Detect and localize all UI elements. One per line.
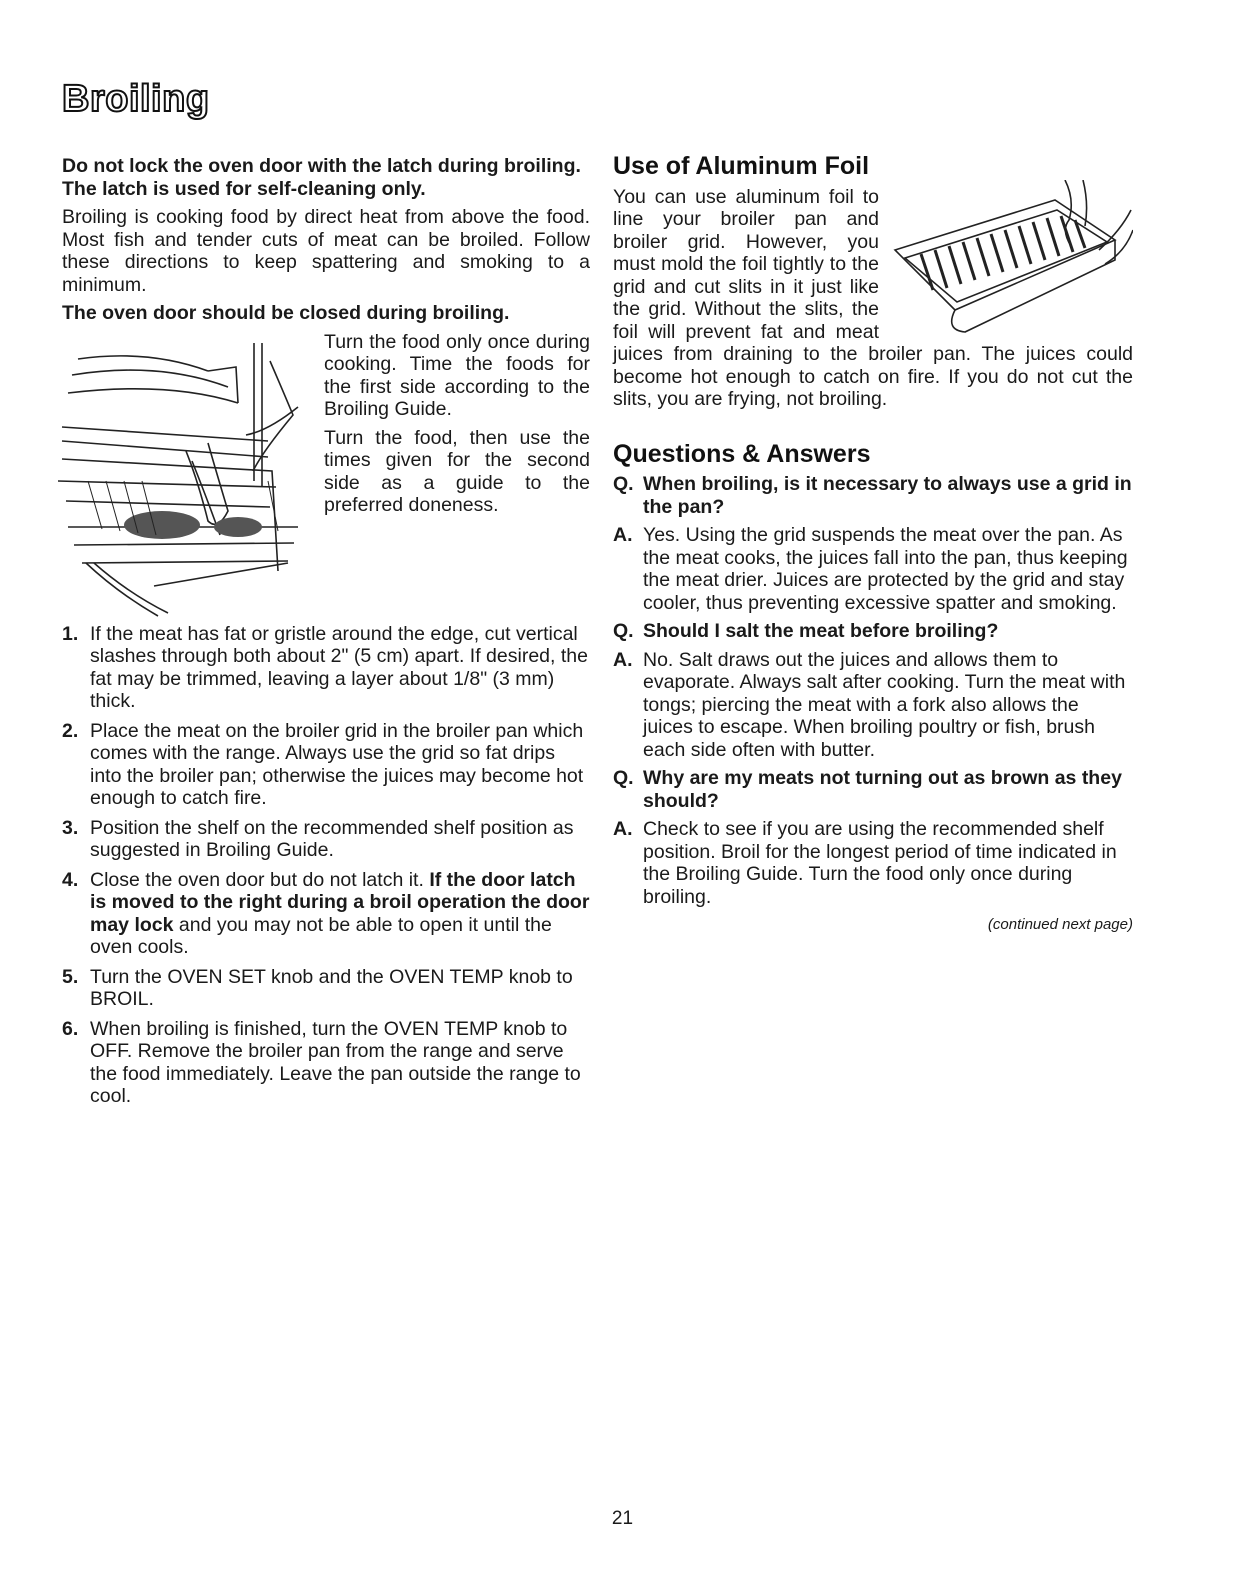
step-text: When broiling is finished, turn the OVEN TEMP knob to OFF. Remove the broiler pan from the range and serve the food immediately. Leave the pan outside the range to cool.	[90, 1017, 581, 1107]
step-number: 1.	[62, 622, 79, 645]
step-number: 6.	[62, 1017, 79, 1040]
question	[613, 767, 1133, 812]
foil-pan-illustration	[885, 180, 1133, 340]
broiling-steps	[62, 623, 590, 1108]
answer	[613, 649, 1133, 762]
answer	[613, 818, 1133, 908]
foil-section	[613, 186, 1133, 417]
right-column	[613, 152, 1133, 937]
question-mark: Q.	[613, 620, 634, 642]
question-text: Should I salt the meat before broiling?	[643, 620, 999, 642]
door-lock-warning: If the door latch is moved to the right during a broil operation the door may lock	[90, 868, 590, 936]
question-text: When broiling, is it necessary to always use a grid in the pan?	[643, 473, 1132, 518]
foil-text: You can use aluminum foil to line your broiler pan and broiler grid. However, you must mold the foil tightly to the grid and cut slits in it just like the grid. Without the slits, the foil will prevent fat and meat juices from draining to the broiler pan. The juices could become hot enough to catch on fire. If you do not cut the slits, you are frying, not broiling.	[613, 185, 1133, 410]
question-mark: Q.	[613, 473, 634, 495]
door-closed-notice: The oven door should be closed during broiling.	[62, 302, 510, 324]
answer-mark: A.	[613, 818, 633, 840]
question	[613, 620, 1133, 643]
answer-mark: A.	[613, 648, 633, 671]
step-item	[62, 1018, 590, 1108]
continued-note: (continued next page)	[987, 916, 1133, 933]
turn-food-text-2: Turn the food, then use the times given for the second side as a guide to the preferred doneness.	[324, 426, 590, 516]
step-text: Close the oven door but do not latch it.	[90, 868, 430, 891]
answer-text: Check to see if you are using the recommended shelf position. Broil for the longest period of time indicated in the Broiling Guide. Turn the food only once during broiling.	[643, 818, 1117, 908]
question	[613, 473, 1133, 518]
step-item	[62, 869, 590, 959]
question-mark: Q.	[613, 767, 634, 789]
broiling-intro: Broiling is cooking food by direct heat from above the food. Most fish and tender cuts of meat can be broiled. Follow these directions to keep spattering and smoking to a minimum.	[62, 206, 590, 296]
question-text: Why are my meats not turning out as brown as they should?	[643, 767, 1122, 812]
step-item	[62, 817, 590, 862]
foil-heading: Use of Aluminum Foil	[613, 152, 870, 180]
step-number: 3.	[62, 816, 79, 839]
answer-text: Yes. Using the grid suspends the meat over the pan. As the meat cooks, the juices fall into the pan, thus keeping the meat drier. Juices are protected by the grid and stay cooler, thus preventing excessive spatter and smoking.	[643, 524, 1128, 614]
answer	[613, 524, 1133, 614]
step-number: 4.	[62, 868, 79, 891]
step-number: 2.	[62, 719, 79, 742]
step-number: 5.	[62, 965, 79, 988]
step-item	[62, 966, 590, 1011]
step-text: Place the meat on the broiler grid in the broiler pan which comes with the range. Always use the grid so fat drips into the broiler pan; otherwise the juices may become hot enough to catch fire.	[90, 719, 584, 809]
answer-mark: A.	[613, 524, 633, 546]
turn-food-text-1: Turn the food only once during cooking. Time the foods for the first side according to the Broiling Guide.	[324, 330, 590, 420]
latch-warning: Do not lock the oven door with the latch during broiling. The latch is used for self-cleaning only.	[62, 155, 581, 200]
turn-food-block	[62, 331, 590, 623]
step-text: If the meat has fat or gristle around the edge, cut vertical slashes through both about 2" (5 cm) apart. If desired, the fat may be trimmed, leaving a layer about 1/8" (3 mm) thick.	[90, 622, 588, 712]
page-title: Broiling	[62, 78, 210, 120]
left-column	[62, 155, 590, 1115]
step-text: Turn the OVEN SET knob and the OVEN TEMP knob to BROIL.	[90, 965, 573, 1010]
qa-heading: Questions & Answers	[613, 439, 871, 468]
answer-text: No. Salt draws out the juices and allows them to evaporate. Always salt after cooking. Turn the meat with tongs; piercing the meat with a fork also allows the juices to escape. When broiling poultry or fish, brush each side often with butter.	[643, 648, 1126, 761]
step-text: Position the shelf on the recommended shelf position as suggested in Broiling Guide.	[90, 816, 574, 861]
qa-list	[613, 473, 1133, 908]
step-item	[62, 720, 590, 810]
step-text: and you may not be able to open it until the oven cools.	[90, 913, 552, 958]
oven-broiling-illustration	[58, 331, 316, 623]
page-number: 21	[611, 1508, 634, 1529]
step-item	[62, 623, 590, 713]
